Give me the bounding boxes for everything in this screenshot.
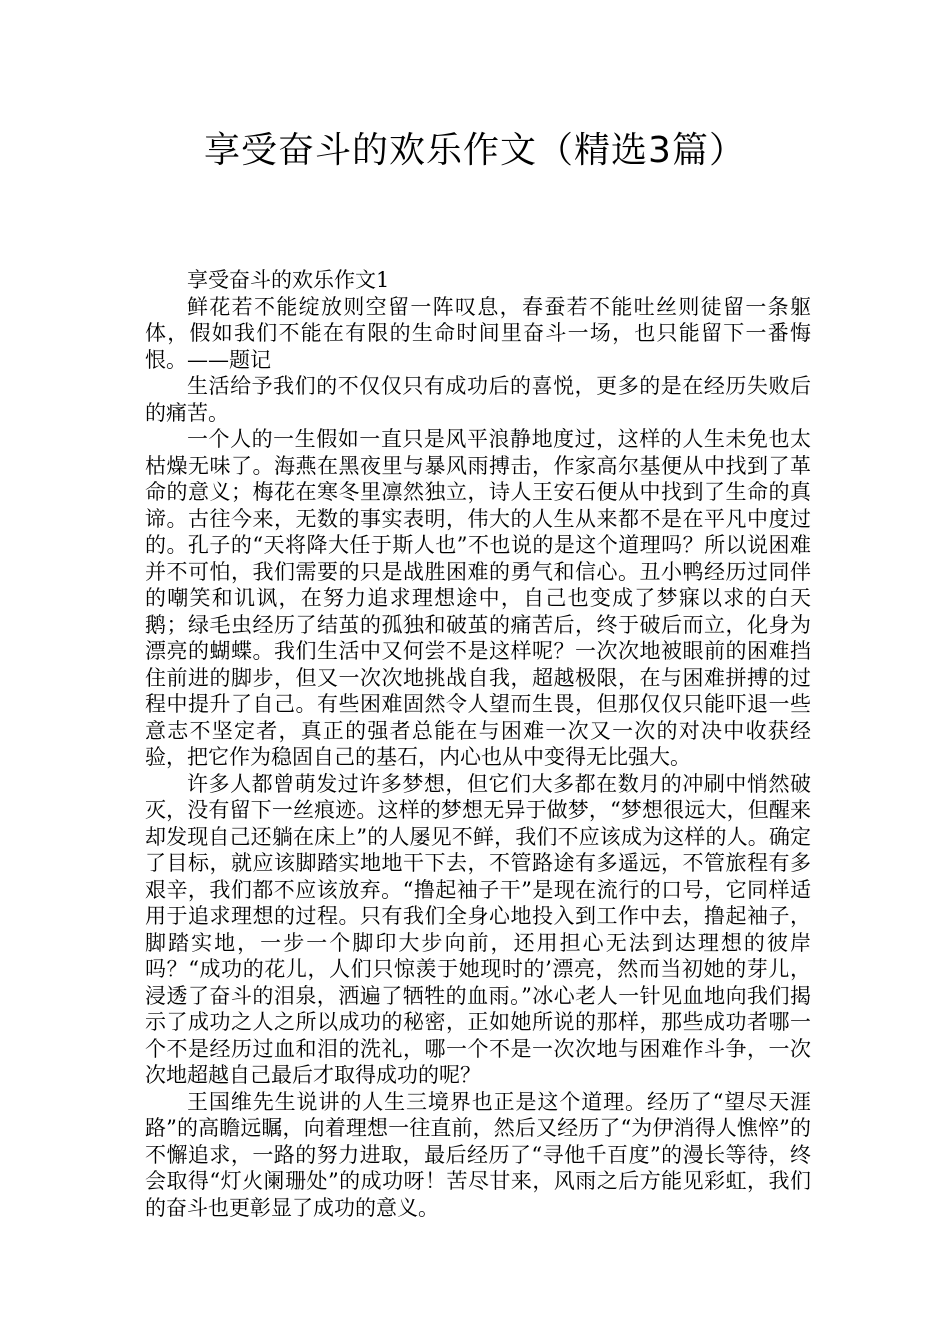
- essay-heading: 享受奋斗的欢乐作文1: [187, 268, 390, 292]
- paragraph: 生活给予我们的不仅仅只有成功后的喜悦，更多的是在经历失败后的痛苦。: [145, 374, 811, 425]
- document-title: 享受奋斗的欢乐作文（精选3篇）: [204, 130, 746, 171]
- paragraph: 王国维先生说讲的人生三境界也正是这个道理。经历了“望尽天涯路”的高瞻远瞩，向着理想一往直前，然后又经历了“为伊消得人憔悴”的不懈追求，一路的努力进取，最后经历了“寻他千百度”的漫长等待，终会取得“灯火阑珊处”的成功呀！苦尽甘来，风雨之后方能见彩虹，我们的奋斗也更彰显了成功的意义。: [145, 1089, 811, 1220]
- paragraph: 许多人都曾萌发过许多梦想，但它们大多都在数月的冲刷中悄然破灭，没有留下一丝痕迹。这样的梦想无异于做梦，“梦想很远大，但醒来却发现自己还躺在床上”的人屡见不鲜，我们不应该成为这样的人。确定了目标，就应该脚踏实地地干下去，不管路途有多遥远，不管旅程有多艰辛，我们都不应该放弃。“撸起袖子干”是现在流行的口号，它同样适用于追求理想的过程。只有我们全身心地投入到工作中去，撸起袖子，脚踏实地，一步一个脚印大步向前，还用担心无法到达理想的彼岸吗？“成功的花儿，人们只惊羡于她现时的’漂亮，然而当初她的芽儿，浸透了奋斗的泪泉，洒遍了牺牲的血雨。”冰心老人一针见血地向我们揭示了成功之人之所以成功的秘密，正如她所说的那样，那些成功者哪一个不是经历过血和泪的洗礼，哪一个不是一次次地与困难作斗争，一次次地超越自己最后才取得成功的呢？: [145, 771, 811, 1087]
- paragraph: 一个人的一生假如一直只是风平浪静地度过，这样的人生未免也太枯燥无味了。海燕在黑夜里与暴风雨搏击，作家高尔基便从中找到了革命的意义；梅花在寒冬里凛然独立，诗人王安石便从中找到了生命的真谛。古往今来，无数的事实表明，伟大的人生从来都不是在平凡中度过的。孔子的“天将降大任于斯人也”不也说的是这个道理吗？所以说困难并不可怕，我们需要的只是战胜困难的勇气和信心。丑小鸭经历过同伴的嘲笑和讥讽，在努力追求理想途中，自己也变成了梦寐以求的白天鹅；绿毛虫经历了结茧的孤独和破茧的痛苦后，终于破后而立，化身为漂亮的蝴蝶。我们生活中又何尝不是这样呢？一次次地被眼前的困难挡住前进的脚步，但又一次次地挑战自我，超越极限，在与困难拼搏的过程中提升了自己。有些困难固然令人望而生畏，但那仅仅只能吓退一些意志不坚定者，真正的强者总能在与困难一次又一次的对决中收获经验，把它作为稳固自己的基石，内心也从中变得无比强大。: [145, 427, 811, 769]
- paragraph-epigraph: 鲜花若不能绽放则空留一阵叹息，春蚕若不能吐丝则徒留一条躯体，假如我们不能在有限的生命时间里奋斗一场，也只能留下一番悔恨。——题记: [145, 294, 811, 372]
- document-body: [145, 267, 811, 1221]
